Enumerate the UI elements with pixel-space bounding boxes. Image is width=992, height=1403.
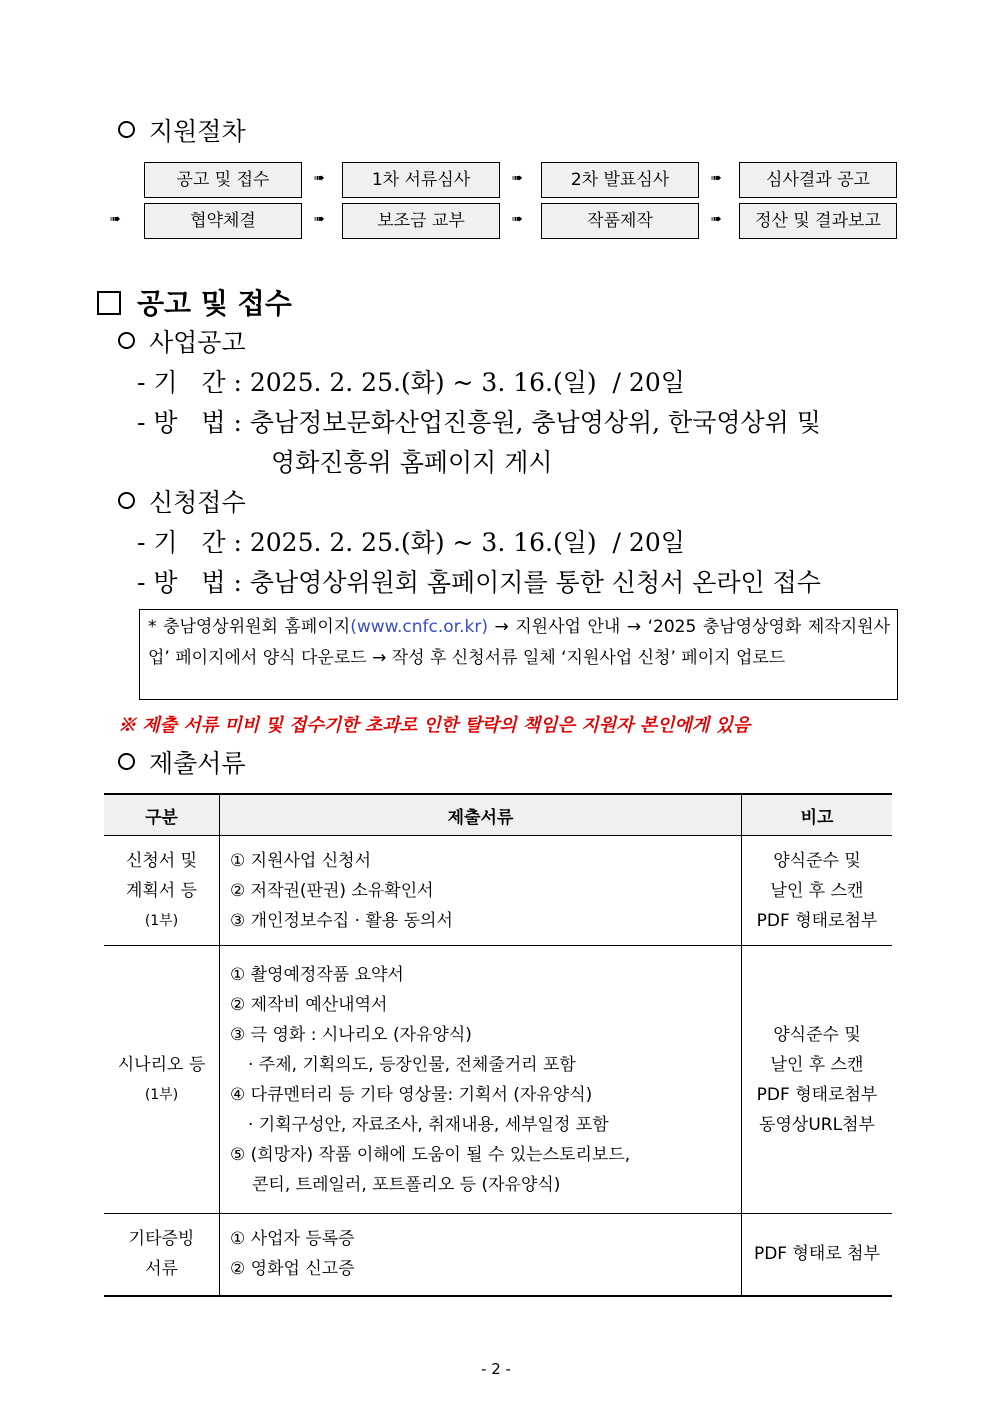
note-box: * 충남영상위원회 홈페이지(www.cnfc.or.kr) → 지원사업 안내 → ‘2025 충남영상영화 제작지원사업’ 페이지에서 양식 다운로드 → 작성 후 신청서류 일체 ‘지원사업 신청’ 페이지 업로드 — [139, 609, 898, 700]
homepage-link[interactable]: (www.cnfc.or.kr) — [350, 617, 488, 637]
apply-method: - 방 법 : 충남영상위원회 홈페이지를 통한 신청서 온라인 접수 — [137, 568, 821, 597]
arrow-icon: ➠ — [711, 171, 722, 186]
arrow-icon: ➠ — [512, 212, 523, 227]
table-row — [104, 1214, 892, 1296]
announce-heading: 사업공고 — [118, 323, 246, 359]
announce-method: - 방 법 : 충남정보문화산업진흥원, 충남영상위, 한국영상위 및 — [137, 408, 821, 437]
section-title: 공고 및 접수 — [97, 282, 292, 322]
circle-bullet-icon — [118, 121, 135, 138]
circle-bullet-icon — [118, 753, 135, 770]
table-row — [104, 836, 892, 946]
step-agreement: 협약체결 — [144, 203, 302, 239]
announce-period: - 기 간 : 2025. 2. 25.(화) ~ 3. 16.(일) / 20일 — [137, 368, 685, 397]
announce-method-continued: 영화진흥위 홈페이지 게시 — [271, 448, 553, 477]
checkbox-square-icon — [97, 291, 121, 315]
step-production: 작품제작 — [541, 203, 699, 239]
page-number: - 2 - — [481, 1360, 511, 1378]
step-result-announce: 심사결과 공고 — [739, 162, 897, 198]
arrow-icon: ➠ — [512, 171, 523, 186]
arrow-icon: ➠ — [314, 212, 325, 227]
category-cell: 기타증빙 서류 — [104, 1214, 220, 1296]
apply-period: - 기 간 : 2025. 2. 25.(화) ~ 3. 16.(일) / 20일 — [137, 528, 685, 557]
warning-text: ※ 제출 서류 미비 및 접수기한 초과로 인한 탈락의 책임은 지원자 본인에게 있음 — [118, 715, 751, 736]
header-remark: 비고 — [742, 794, 893, 836]
step-announce: 공고 및 접수 — [144, 162, 302, 198]
remark-cell: 양식준수 및 날인 후 스캔 PDF 형태로첨부 동영상URL첨부 — [742, 946, 893, 1214]
header-category: 구분 — [104, 794, 220, 836]
documents-heading: 제출서류 — [118, 744, 246, 780]
documents-cell: ① 촬영예정작품 요약서 ② 제작비 예산내역서 ③ 극 영화 : 시나리오 (자유양식) · 주제, 기획의도, 등장인물, 전체줄거리 포함 ④ 다큐멘터리 등 기타 영상물: 기획서 (자유양식) · 기획구성안, 자료조사, 취재내용, 세부일정 포함 ⑤ (희망자) 작품 이해에 도움이 될 수 있는스토리보드, 콘티, 트레일러, 포트폴리오 등 (자유양식) — [220, 946, 742, 1214]
procedure-heading: 지원절차 — [118, 112, 246, 148]
remark-cell: 양식준수 및 날인 후 스캔 PDF 형태로첨부 — [742, 836, 893, 946]
arrow-icon: ➠ — [314, 171, 325, 186]
arrow-icon: ➠ — [110, 212, 121, 227]
table-header-row — [104, 794, 892, 836]
documents-cell: ① 지원사업 신청서 ② 저작권(판권) 소유확인서 ③ 개인정보수집 · 활용 동의서 — [220, 836, 742, 946]
apply-heading: 신청접수 — [118, 483, 246, 519]
step-subsidy: 보조금 교부 — [342, 203, 500, 239]
step-presentation-review: 2차 발표심사 — [541, 162, 699, 198]
header-documents: 제출서류 — [220, 794, 742, 836]
circle-bullet-icon — [118, 492, 135, 509]
documents-table — [104, 793, 892, 1297]
category-cell: 시나리오 등 (1부) — [104, 946, 220, 1214]
table-row — [104, 946, 892, 1214]
step-document-review: 1차 서류심사 — [342, 162, 500, 198]
category-cell: 신청서 및 계획서 등 (1부) — [104, 836, 220, 946]
arrow-icon: ➠ — [711, 212, 722, 227]
documents-cell: ① 사업자 등록증 ② 영화업 신고증 — [220, 1214, 742, 1296]
step-settlement: 정산 및 결과보고 — [739, 203, 897, 239]
remark-cell: PDF 형태로 첨부 — [742, 1214, 893, 1296]
circle-bullet-icon — [118, 332, 135, 349]
